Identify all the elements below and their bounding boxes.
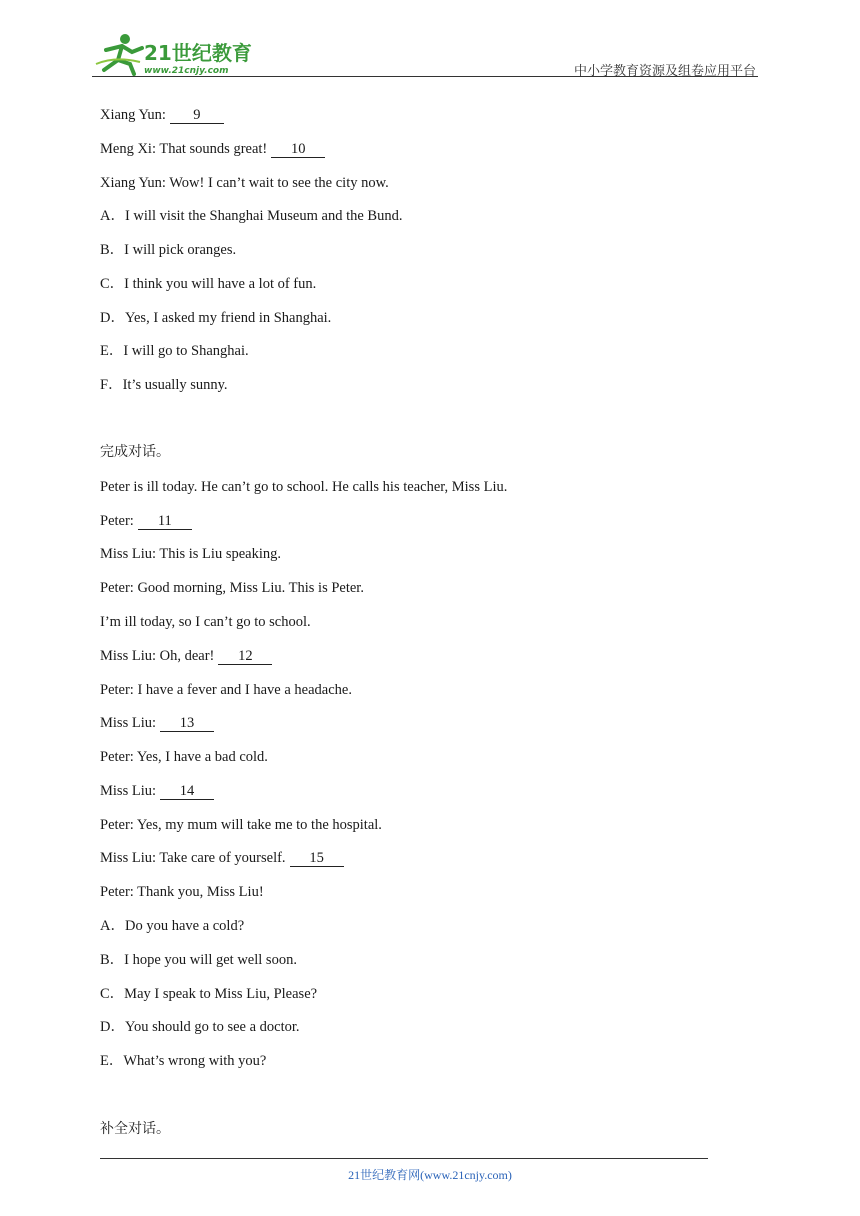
document-line <box>100 613 311 631</box>
answer-blank: 13 <box>160 716 214 732</box>
line-text: Miss Liu: Oh, dear! <box>100 648 215 664</box>
document-line <box>100 681 352 699</box>
section-instruction <box>100 443 170 461</box>
line-text: Meng Xi: That sounds great! <box>100 141 268 157</box>
answer-blank: 12 <box>218 649 272 665</box>
document-line <box>100 478 507 496</box>
line-text: E．I will go to Shanghai. <box>100 343 249 359</box>
document-line <box>100 1052 266 1070</box>
header-platform-text: 中小学教育资源及组卷应用平台 <box>573 64 756 79</box>
document-line <box>100 275 316 293</box>
document-line <box>100 342 249 360</box>
line-text: E．What’s wrong with you? <box>100 1053 267 1069</box>
document-line <box>100 714 214 732</box>
line-text: B．I hope you will get well soon. <box>100 952 297 968</box>
document-line <box>100 174 389 192</box>
line-text: 完成对话。 <box>100 444 170 460</box>
answer-blank: 15 <box>290 851 344 867</box>
document-line <box>100 579 364 597</box>
line-text: 补全对话。 <box>100 1121 170 1137</box>
line-text: Xiang Yun: <box>100 107 166 123</box>
document-line <box>100 883 264 901</box>
answer-blank: 10 <box>271 142 325 158</box>
line-text: Xiang Yun: Wow! I can’t wait to see the city now. <box>100 175 389 191</box>
line-text: D．Yes, I asked my friend in Shanghai. <box>100 310 332 326</box>
line-text: Miss Liu: Take care of yourself. <box>100 850 286 866</box>
line-text: Peter is ill today. He can’t go to school. He calls his teacher, Miss Liu. <box>100 479 508 495</box>
answer-blank: 14 <box>160 784 214 800</box>
line-text: Peter: Yes, I have a bad cold. <box>100 749 268 765</box>
logo <box>92 30 262 76</box>
document-line <box>100 545 281 563</box>
answer-blank: 9 <box>170 108 224 124</box>
document-line <box>100 376 228 394</box>
line-text: Peter: I have a fever and I have a headache. <box>100 682 352 698</box>
document-line <box>100 917 244 935</box>
answer-blank: 11 <box>138 514 192 530</box>
line-text: I’m ill today, so I can’t go to school. <box>100 614 311 630</box>
line-text: Peter: <box>100 513 134 529</box>
document-line <box>100 309 331 327</box>
line-text: Peter: Thank you, Miss Liu! <box>100 884 264 900</box>
svg-text:www.21cnjy.com: www.21cnjy.com <box>144 66 229 76</box>
document-line <box>100 748 268 766</box>
line-text: C．I think you will have a lot of fun. <box>100 276 317 292</box>
document-line <box>100 106 224 124</box>
footer-divider <box>100 1158 708 1159</box>
document-line <box>100 985 317 1003</box>
line-text: C．May I speak to Miss Liu, Please? <box>100 986 318 1002</box>
document-line <box>100 1018 300 1036</box>
line-text: D．You should go to see a doctor. <box>100 1019 300 1035</box>
line-text: Miss Liu: <box>100 783 156 799</box>
document-line <box>100 647 272 665</box>
document-line <box>100 849 344 867</box>
line-text: A．Do you have a cold? <box>100 918 245 934</box>
footer-text: 21世纪教育网(www.21cnjy.com) <box>348 1168 512 1182</box>
line-text: F．It’s usually sunny. <box>100 377 228 393</box>
line-text: Peter: Yes, my mum will take me to the hospital. <box>100 817 382 833</box>
document-line <box>100 951 297 969</box>
section-instruction <box>100 1120 170 1138</box>
line-text: Miss Liu: This is Liu speaking. <box>100 546 281 562</box>
document-line <box>100 241 236 259</box>
document-line <box>100 512 192 530</box>
document-line <box>100 816 382 834</box>
line-text: A．I will visit the Shanghai Museum and the Bund. <box>100 208 403 224</box>
line-text: B．I will pick oranges. <box>100 242 237 258</box>
page-header <box>92 30 758 78</box>
document-line <box>100 207 402 225</box>
line-text: Miss Liu: <box>100 715 156 731</box>
document-line <box>100 140 325 158</box>
line-text: Peter: Good morning, Miss Liu. This is Peter. <box>100 580 364 596</box>
svg-text:21世纪教育: 21世纪教育 <box>144 41 252 65</box>
document-line <box>100 782 214 800</box>
header-divider <box>92 76 758 77</box>
